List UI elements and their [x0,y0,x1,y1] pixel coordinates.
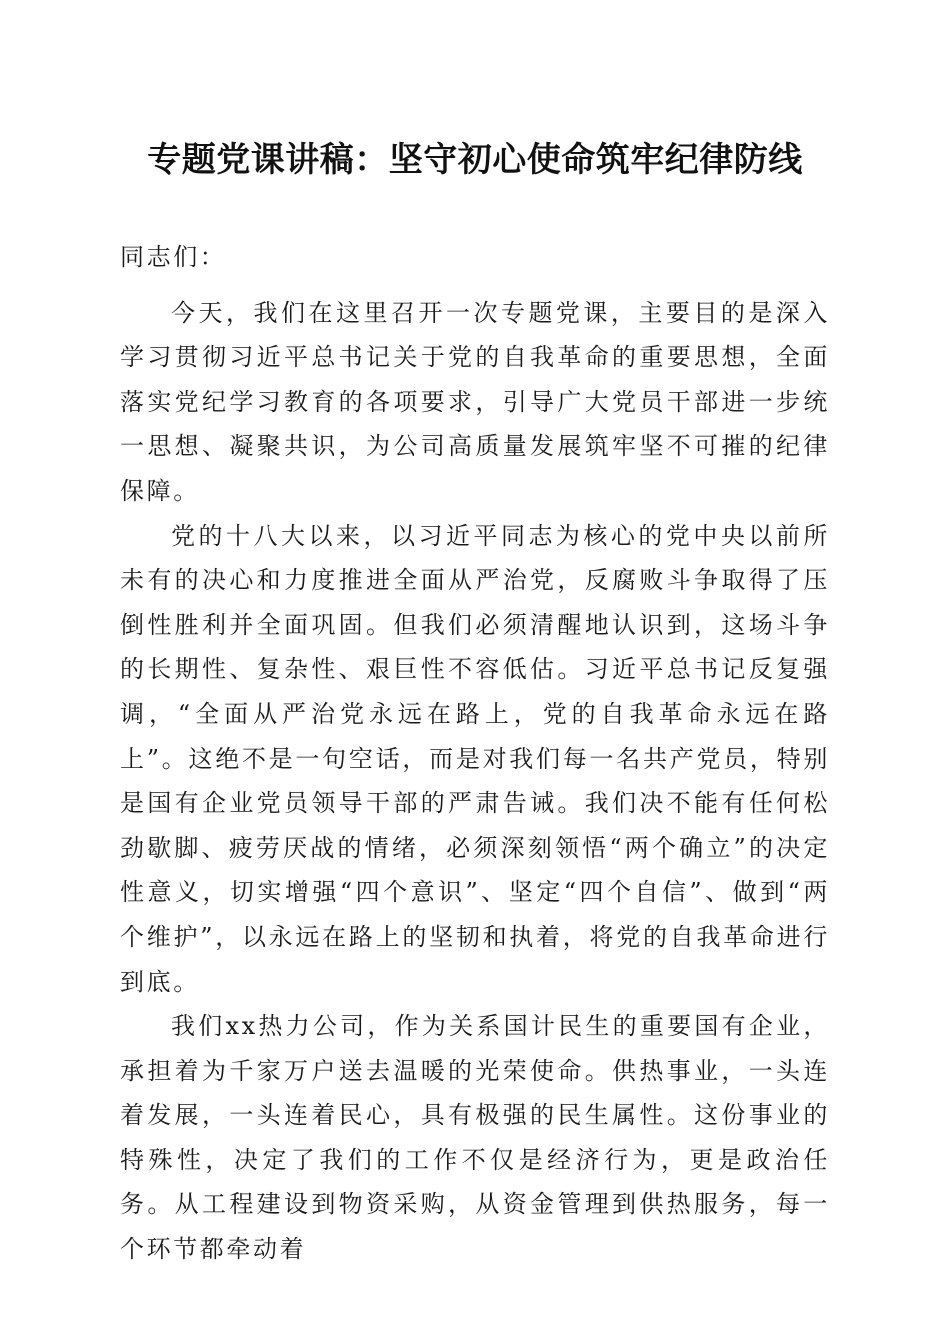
document-body [120,235,830,1272]
document-title: 专题党课讲稿：坚守初心使命筑牢纪律防线 [147,140,803,180]
paragraph-1: 今天，我们在这里召开一次专题党课，主要目的是深入学习贯彻习近平总书记关于党的自我革命的重要思想，全面落实党纪学习教育的各项要求，引导广大党员干部进一步统一思想、凝聚共识，为公司高质量发展筑牢坚不可摧的纪律保障。 [120,298,830,505]
paragraph-3: 我们xx热力公司，作为关系国计民生的重要国有企业，承担着为千家万户送去温暖的光荣使命。供热事业，一头连着发展，一头连着民心，具有极强的民生属性。这份事业的特殊性，决定了我们的工作不仅是经济行为，更是政治任务。从工程建设到物资采购，从资金管理到供热服务，每一个环节都牵动着 [120,1012,830,1264]
salutation: 同志们： [120,243,227,271]
paragraph-2: 党的十八大以来，以习近平同志为核心的党中央以前所未有的决心和力度推进全面从严治党，反腐败斗争取得了压倒性胜利并全面巩固。但我们必须清醒地认识到，这场斗争的长期性、复杂性、艰巨性不容低估。习近平总书记反复强调，“全面从严治党永远在路上，党的自我革命永远在路上”。这绝不是一句空话，而是对我们每一名共产党员，特别是国有企业党员领导干部的严肃告诫。我们决不能有任何松劲歇脚、疲劳厌战的情绪，必须深刻领悟“两个确立”的决定性意义，切实增强“四个意识”、坚定“四个自信”、做到“两个维护”，以永远在路上的坚韧和执着，将党的自我革命进行到底。 [120,521,830,996]
